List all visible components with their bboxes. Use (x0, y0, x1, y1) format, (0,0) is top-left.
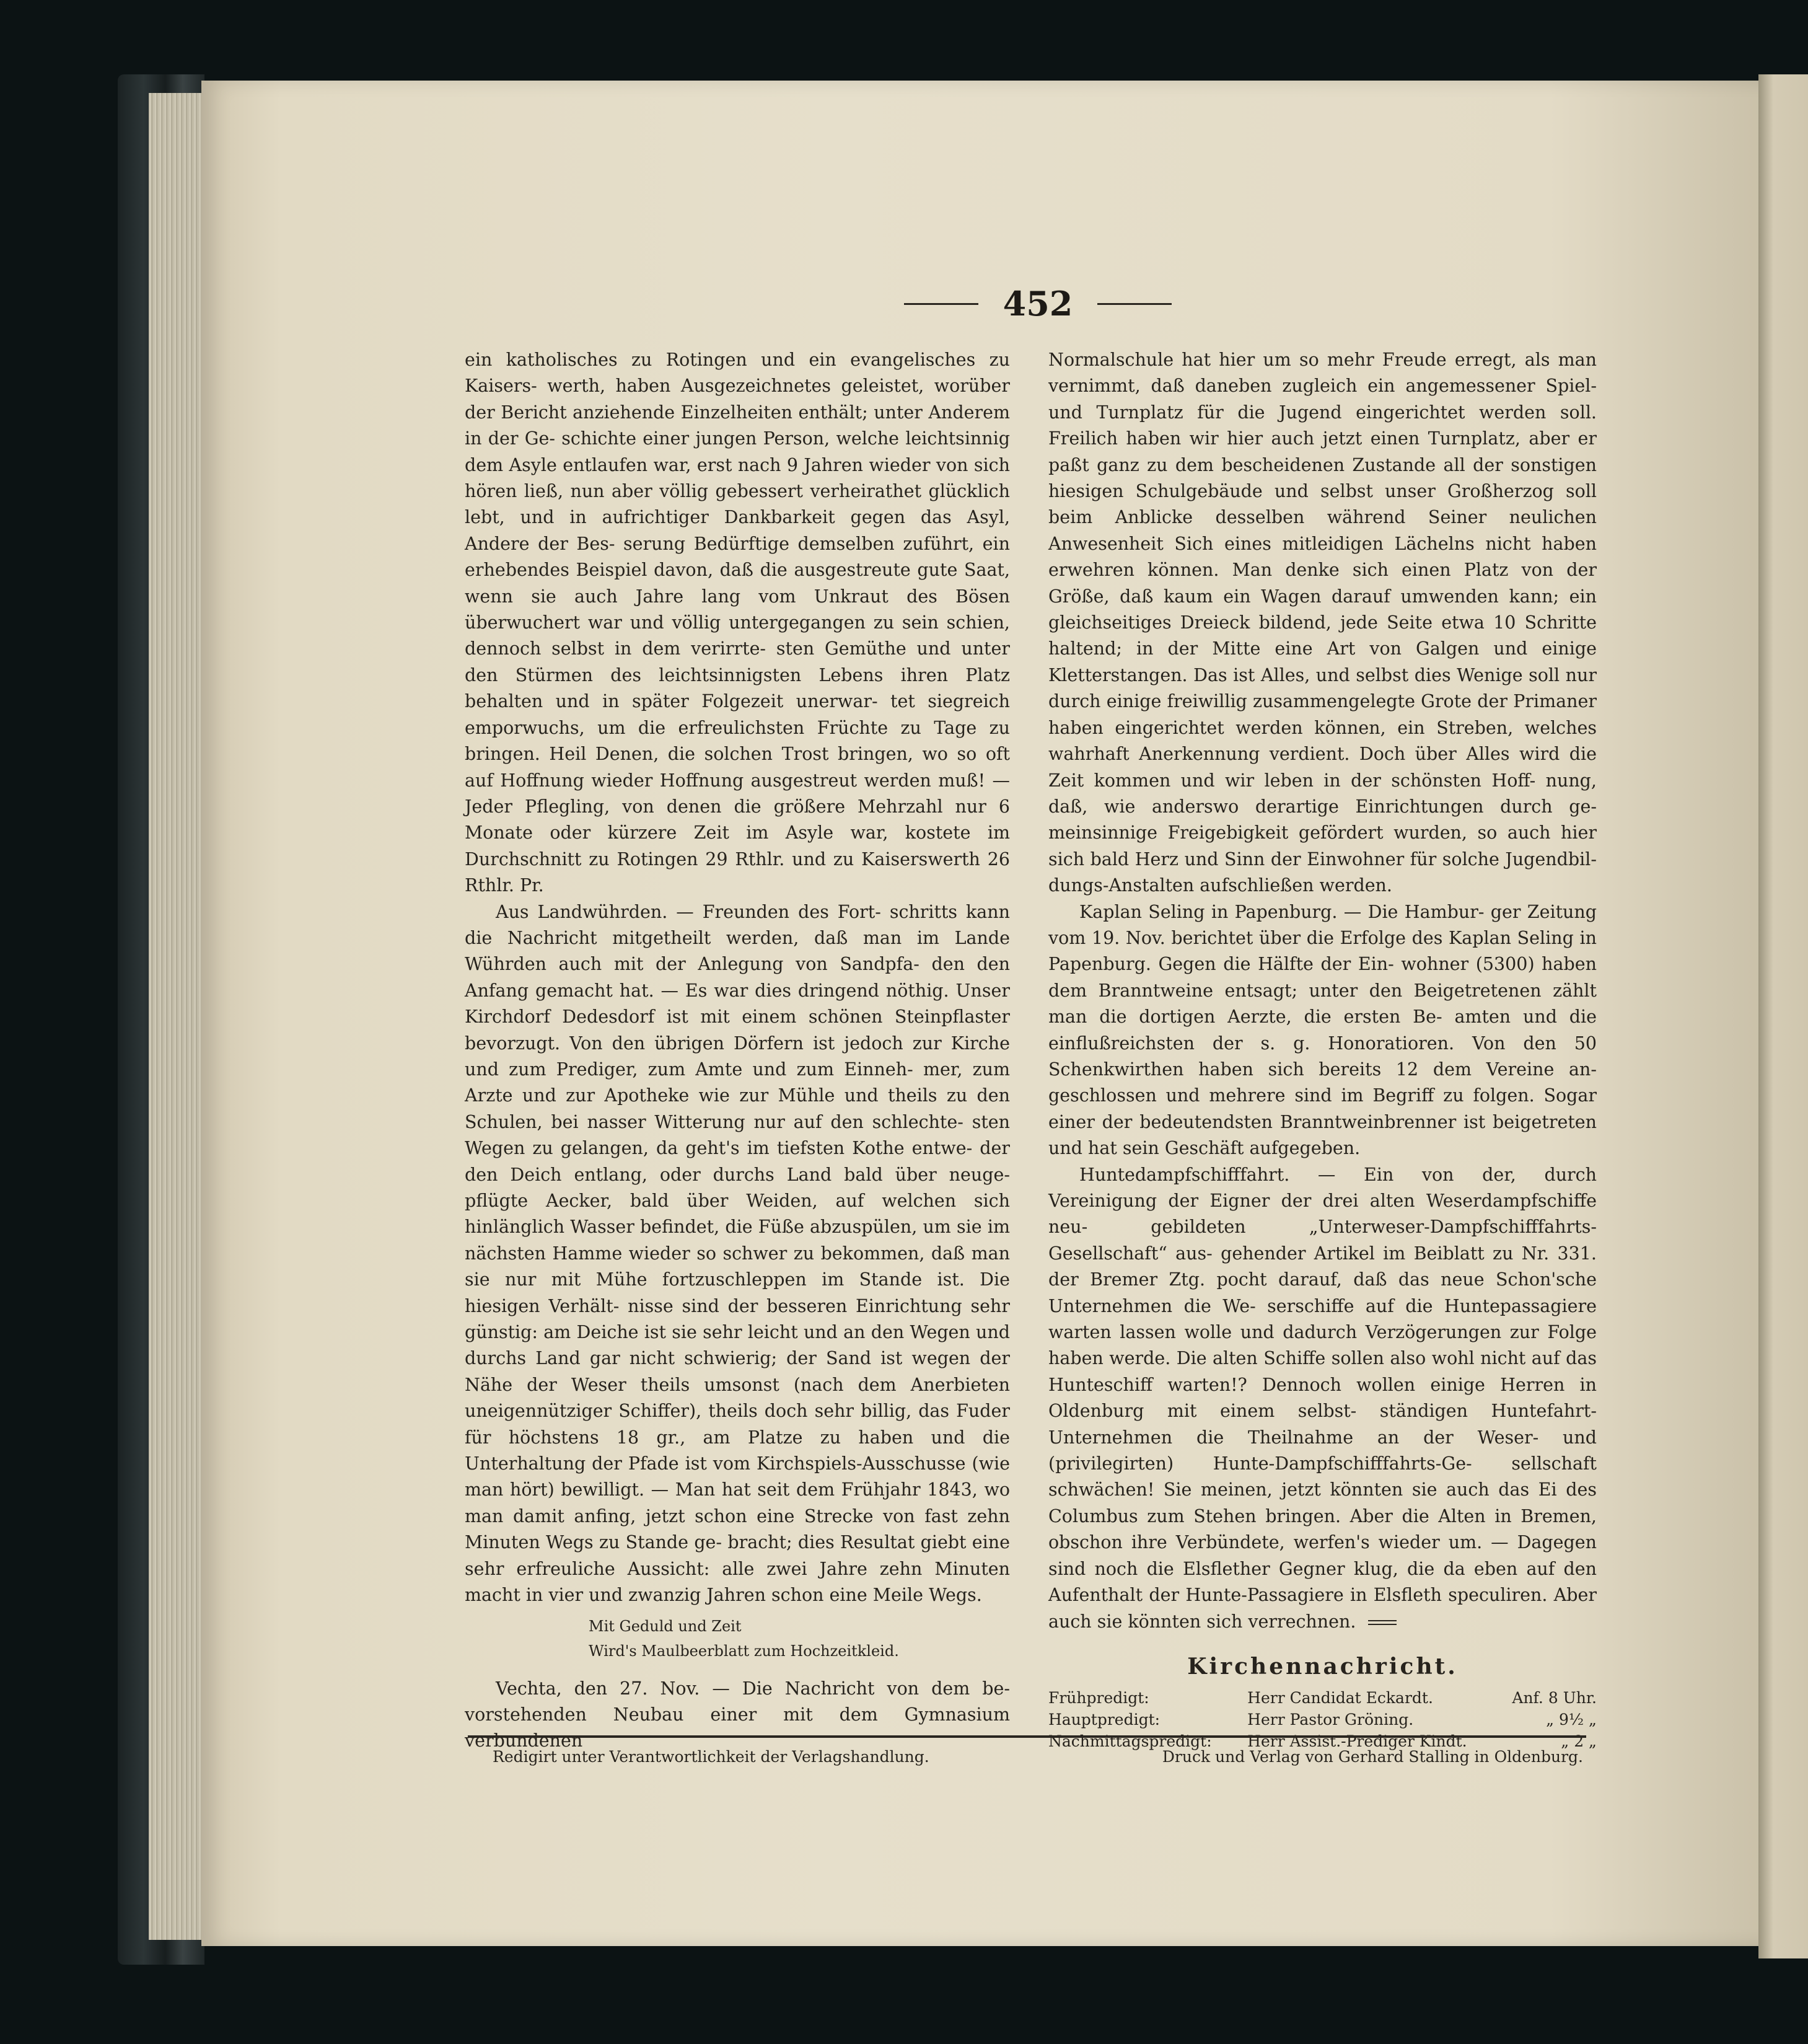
left-paragraph: Aus Landwührden. — Freunden des Fort- schritts kann die Nachricht mitgetheilt werden, daß man im Lande Wührden auch mit der Anlegung von Sandpfa- den den Anfang gemacht hat. — Es war dies dringend nöthig. Unser Kirchdorf Dedesdorf ist mit einem schönen Steinpflaster bevorzugt. Von den übrigen Dörfern ist jedoch zur Kirche und zum Prediger, zum Amte und zum Einneh- mer, zum Arzte und zur Apotheke wie zur Mühle und theils zu den Schulen, bei nasser Witterung nur auf den schlechte- sten Wegen zu gelangen, da geht's im tiefsten Kothe entwe- der den Deich entlang, oder durchs Land bald über neuge- pflügte Aecker, bald über Weiden, auf welchen sich hinlänglich Wasser befindet, die Füße abzuspülen, um sie im nächsten Hamme wieder so schwer zu bekommen, daß man sie nur mit Mühe fortzuschleppen im Stande ist. Die hiesigen Verhält- nisse sind der besseren Einrichtung sehr günstig: am Deiche ist sie sehr leicht und an den Wegen und durchs Land gar nicht schwierig; der Sand ist wegen der Nähe der Weser theils umsonst (nach dem Anerbieten uneigennütziger Schiffer), theils doch sehr billig, das Fuder für höchstens 18 gr., am Platze zu haben und die Unterhaltung der Pfade ist vom Kirchspiels-Ausschusse (wie man hört) bewilligt. — Man hat seit dem Frühjahr 1843, wo man damit anfing, jetzt schon eine Strecke von fast zehn Minuten Wegs zu Stande ge- bracht; dies Resultat giebt eine sehr erfreuliche Aussicht: alle zwei Jahre zehn Minuten macht in vier und zwanzig Jahren schon eine Meile Wegs. (465, 901, 1010, 1606)
imprint-publisher: Druck und Verlag von Gerhard Stalling in Oldenburg. (1162, 1748, 1583, 1766)
schedule-row (1048, 1687, 1597, 1709)
schedule-row (1048, 1709, 1597, 1730)
imprint (493, 1748, 1583, 1766)
left-paragraphs (465, 347, 1010, 1609)
footer-rule (468, 1735, 1586, 1738)
schedule-time: Anf. 8 Uhr. (1512, 1689, 1597, 1707)
header-rule-right (1097, 303, 1172, 305)
schedule-preacher: Herr Assist.-Prediger Kindt. (1247, 1732, 1467, 1751)
right-paragraph: Kaplan Seling in Papenburg. — Die Hambur- ger Zeitung vom 19. Nov. berichtet über die Erfolge des Kaplan Seling in Papenburg. Gegen die Hälfte der Ein- wohner (5300) haben dem Branntweine entsagt; unter den Beigetretenen zählt man die dortigen Aerzte, die ersten Be- amten und die einflußreichsten der s. g. Honoratioren. Von den 50 Schenkwirthen haben sich bereits 12 dem Vereine an- geschlossen und mehrere sind im Begriff zu folgen. Sogar einer der bedeutendsten Branntweinbrenner ist beigetreten und hat sein Geschäft aufgegeben. (1048, 901, 1597, 1159)
header-rule-left (904, 303, 978, 305)
schedule-service: Nachmittagspredigt: (1048, 1732, 1212, 1751)
church-notice-title: Kirchennachricht. (1187, 1653, 1458, 1680)
article-vechta: Vechta, den 27. Nov. — Die Nachricht von dem be- vorstehenden Neubau einer mit dem Gymnasium verbundenen (465, 1678, 1010, 1751)
schedule-service: Frühpredigt: (1048, 1689, 1149, 1707)
verse (465, 1614, 1010, 1663)
right-paragraph: Huntedampfschifffahrt. — Ein von der, durch Vereinigung der Eigner der drei alten Weserdampfschiffe neu- gebildeten „Unterweser-Dampfschifffahrts-Gesellschaft“ aus- gehender Artikel im Beiblatt zu Nr. 331. der Bremer Ztg. pocht darauf, daß das neue Schon'sche Unternehmen die We- serschiffe auf die Huntepassagiere warten lassen wolle und dadurch Verzögerungen zur Folge haben werde. Die alten Schiffe sollen also wohl nicht auf das Hunteschiff warten!? Dennoch wollen einige Herren in Oldenburg mit einem selbst- ständigen Huntefahrt-Unternehmen die Theilnahme an der Weser- und (privilegirten) Hunte-Dampfschifffahrts-Ge- sellschaft schwächen! Sie meinen, jetzt könnten sie auch das Ei des Columbus zum Stehen bringen. Aber die Alten in Bremen, obschon ihre Verbündete, werfen's wieder um. — Dagegen sind noch die Elsflether Gegner klug, die da eben auf den Aufenthalt der Hunte-Passagiere in Elsfleth speculiren. Aber auch sie könnten sich verrechnen. (1048, 1164, 1597, 1632)
left-paragraph: ein katholisches zu Rotingen und ein evangelisches zu Kaisers- werth, haben Ausgezeichnetes geleistet, worüber der Bericht anziehende Einzelheiten enthält; unter Anderem in der Ge- schichte einer jungen Person, welche leichtsinnig dem Asyle entlaufen war, erst nach 9 Jahren wieder von sich hören ließ, nun aber völlig gebessert verheirathet glücklich lebt, und in aufrichtiger Dankbarkeit gegen das Asyl, Andere der Bes- serung Bedürftige demselben zuführt, ein erhebendes Beispiel davon, daß die ausgestreute gute Saat, wenn sie auch Jahre lang vom Unkraut des Bösen überwuchert war und völlig untergegangen zu sein schien, dennoch selbst in dem verirrte- sten Gemüthe und unter den Stürmen des leichtsinnigsten Lebens ihren Platz behalten und in später Folgezeit unerwar- tet siegreich emporwuchs, um die erfreulichsten Früchte zu Tage zu bringen. Heil Denen, die solchen Trost bringen, wo so oft auf Hoffnung wieder Hoffnung ausgestreut werden muß! — Jeder Pflegling, von denen die größere Mehrzahl nur 6 Monate oder kürzere Zeit im Asyle war, kostete im Durchschnitt zu Rotingen 29 Rthlr. und zu Kaiserswerth 26 Rthlr. Pr. (465, 350, 1010, 896)
facing-page-edge (1758, 74, 1808, 1958)
imprint-editor: Redigirt unter Verantwortlichkeit der Verlagshandlung. (493, 1748, 929, 1766)
schedule-service: Hauptpredigt: (1048, 1711, 1161, 1729)
right-paragraph: Normalschule hat hier um so mehr Freude erregt, als man vernimmt, daß daneben zugleich ein angemessener Spiel- und Turnplatz für die Jugend eingerichtet werden soll. Freilich haben wir hier auch jetzt einen Turnplatz, aber er paßt ganz zu dem bescheidenen Zustande all der sonstigen hiesigen Schulgebäude und selbst unser Großherzog soll beim Anblicke desselben während Seiner neulichen Anwesenheit Sich eines mitleidigen Lächelns nicht haben erwehren können. Man denke sich einen Platz von der Größe, daß kaum ein Wagen darauf umwenden kann; ein gleichseitiges Dreieck bildend, jede Seite etwa 10 Schritte haltend; in der Mitte eine Art von Galgen und einige Kletterstangen. Das ist Alles, und selbst dies Wenige soll nur durch einige freiwillig zusammengelegte Grote der Primaner haben eingerichtet werden können, ein Streben, welches wahrhaft Anerkennung verdient. Doch über Alles wird die Zeit kommen und wir leben in der schönsten Hoff- nung, daß, wie anderswo derartige Einrichtungen durch ge- meinsinnige Freigebigkeit gefördert wurden, so auch hier sich bald Herz und Sinn der Einwohner für solche Jugendbil- dungs-Anstalten aufschließen werden. (1048, 350, 1597, 896)
right-column (1048, 347, 1597, 1752)
right-paragraphs (1048, 347, 1597, 1635)
left-column (465, 347, 1010, 1755)
verse-line: Wird's Maulbeerblatt zum Hochzeitkleid. (589, 1642, 899, 1660)
schedule-time: „ 9½ „ (1546, 1711, 1597, 1729)
page-header (867, 282, 1208, 325)
church-schedule (1048, 1687, 1597, 1752)
page-number: 452 (1003, 284, 1073, 324)
verse-line: Mit Geduld und Zeit (589, 1617, 742, 1635)
schedule-time: „ 2 „ (1561, 1732, 1597, 1751)
schedule-preacher: Herr Candidat Eckardt. (1247, 1689, 1433, 1707)
schedule-preacher: Herr Pastor Gröning. (1247, 1711, 1414, 1729)
article-end-rule (1368, 1620, 1397, 1625)
